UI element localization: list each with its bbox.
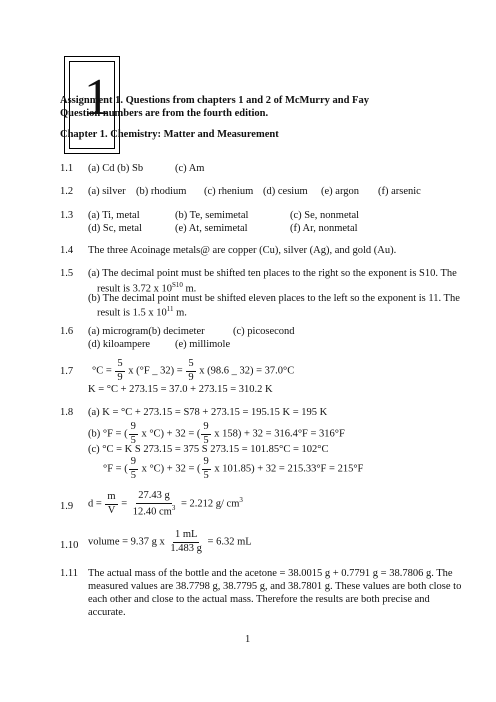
q-number: 1.3 [60,210,74,221]
fraction: $\frac{9}{5}$ [203,456,209,481]
q-number: 1.2 [60,186,74,197]
answer-c: (c) Se, nonmetal [290,210,360,221]
answer-c: (c) picosecond [233,326,295,337]
answer-b: (b) rhodium [136,186,187,197]
q-number: 1.5 [60,268,74,279]
fraction: $\frac{9}{5}$ [130,421,136,446]
answer-f: (f) arsenic [378,186,421,197]
assignment-title: Assignment 1. Questions from chapters 1 and 2 of McMurry and Fay [60,95,369,106]
answer-a: (a) microgram(b) decimeter [88,326,205,337]
answer-line3: each other and close to the actual mass. Therefore the results are both precise and [88,594,430,605]
answer-b: (b) Te, semimetal [175,210,249,221]
q-number: 1.11 [60,568,78,579]
answer-b: (b) °F = ( $\frac{9}{5}$ x °C) + 32 = ( $\frac{9}{5}$ x 158) + 32 = 316.4°F = 316°F [88,421,345,446]
answer-a-line2: result is 3.72 x $10^{S10}$ m. [97,281,197,295]
q-number: 1.4 [60,245,74,256]
answer-e: (e) millimole [175,339,231,350]
q-number: 1.6 [60,326,74,337]
celsius-equation: °C = $\frac{5}{9}$ x (°F _ 32) = $\frac{5}{9}$ x (98.6 _ 32) = 37.0°C [92,358,295,383]
answer-line2: measured values are 38.7798 g, 38.7795 g, and 38.7801 g. These values are both close to [88,581,462,592]
kelvin-equation: K = °C + 273.15 = 37.0 + 273.15 = 310.2 K [88,384,273,395]
answer-c: (c) rhenium [204,186,254,197]
answer-e: (e) At, semimetal [175,223,248,234]
answer-a: (a) Ti, metal [88,210,140,221]
chapter-emblem-number: 1 [84,69,110,126]
assignment-subtitle: Question numbers are from the fourth edition. [60,108,269,119]
fraction: $\frac{5}{9}$ [188,358,194,383]
answer-d: (d) cesium [263,186,308,197]
answer-text: The three Acoinage metals@ are copper (Cu), silver (Ag), and gold (Au). [88,245,397,256]
volume-equation: volume = 9.37 g x $\frac{1 mL}{1.483 g}$ = 6.32 mL [88,529,252,554]
answer-c-line2: °F = ( $\frac{9}{5}$ x °C) + 32 = ( $\frac{9}{5}$ x 101.85) + 32 = 215.33°F = 215°F [103,456,364,481]
answer-b-line1: (b) The decimal point must be shifted eleven places to the left so the exponent is 11. The [88,293,460,304]
fraction: $\frac{9}{5}$ [203,421,209,446]
answer-line1: The actual mass of the bottle and the acetone = 38.0015 g + 0.7791 g = 38.7806 g. The [88,568,453,579]
answer-c-line1: (c) °C = K S 273.15 = 375 S 273.15 = 101.85°C = 102°C [88,444,329,455]
answer-a: (a) K = °C + 273.15 = S78 + 273.15 = 195.15 K = 195 K [88,407,328,418]
q-number: 1.9 [60,501,74,512]
page-number: 1 [245,634,251,645]
answer-e: (e) argon [321,186,359,197]
fraction: $\frac{m}{V}$ [107,491,116,516]
answer-a-line1: (a) The decimal point must be shifted ten places to the right so the exponent is S10. The [88,268,457,279]
chapter-heading: Chapter 1. Chemistry: Matter and Measurement [60,129,279,140]
answer-a: (a) Cd (b) Sb [88,163,144,174]
q-number: 1.7 [60,366,74,377]
fraction: $\frac{27.43 g}{12.40 cm^3}$ [132,490,176,517]
answer-d: (d) Sc, metal [88,223,142,234]
answer-line4: accurate. [88,607,126,618]
q-number: 1.1 [60,163,74,174]
fraction: $\frac{9}{5}$ [130,456,136,481]
fraction: $\frac{5}{9}$ [117,358,123,383]
q-number: 1.10 [60,540,79,551]
answer-b-line2: result is 1.5 x $10^{11}$ m. [97,305,187,319]
answer-d: (d) kiloampere [88,339,151,350]
answer-f: (f) Ar, nonmetal [290,223,358,234]
density-equation: d = $\frac{m}{V}$ = $\frac{27.43 g}{12.40 cm^3}$ = 2.212 g/ $cm^3$ [88,490,243,517]
answer-a: (a) silver [88,186,126,197]
fraction: $\frac{1 mL}{1.483 g}$ [170,529,202,554]
answer-c: (c) Am [175,163,205,174]
q-number: 1.8 [60,407,74,418]
